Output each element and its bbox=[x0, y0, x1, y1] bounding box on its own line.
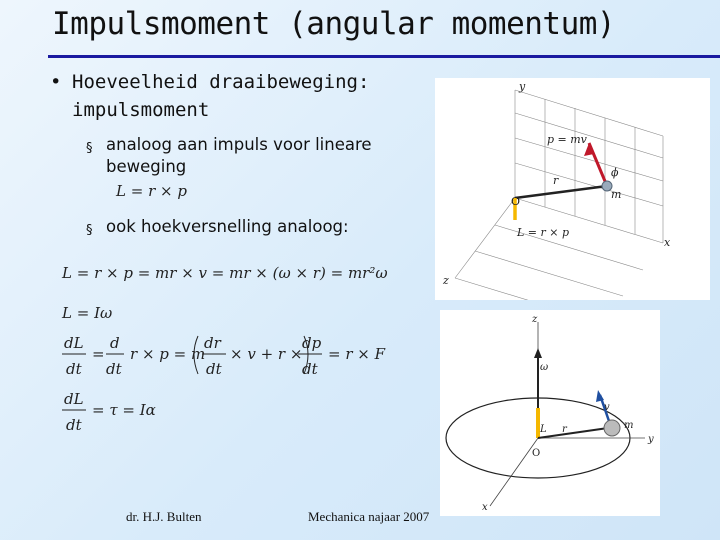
formula-tau-I-alpha: = τ = Iα bbox=[92, 401, 156, 419]
axes-grid bbox=[455, 90, 663, 300]
label-L: L bbox=[540, 424, 547, 435]
frac-dL-num: dL bbox=[64, 334, 84, 352]
sub-bullet-1-line-2: beweging bbox=[106, 157, 187, 176]
formula-r-cross-F: = r × F bbox=[328, 345, 386, 363]
omega-arrowhead bbox=[534, 348, 542, 358]
label-z: z bbox=[443, 274, 449, 287]
label-x: x bbox=[482, 502, 488, 513]
label-y: y bbox=[648, 434, 654, 445]
formula-r-cross-p-m: r × p = m bbox=[130, 345, 206, 363]
formula-dL-dt-derivation bbox=[58, 326, 398, 386]
frac-d-den: dt bbox=[106, 360, 122, 378]
label-p-mv: p = mv bbox=[547, 133, 587, 146]
particle-m bbox=[604, 420, 620, 436]
frac-dL-den: dt bbox=[66, 360, 82, 378]
footer-author: dr. H.J. Bulten bbox=[126, 509, 202, 524]
footer-course: Mechanica najaar 2007 bbox=[308, 509, 430, 524]
frac-dr-num: dr bbox=[204, 334, 221, 352]
label-omega: ω bbox=[540, 362, 549, 373]
bullet-line-1: Hoeveelheid draaibeweging: bbox=[72, 71, 370, 93]
formula-L-expansion: L = r × p = mr × v = mr × (ω × r) = mr²ω bbox=[62, 264, 388, 282]
label-r: r bbox=[553, 174, 559, 187]
formula-L-I-omega: L = Iω bbox=[62, 304, 113, 322]
sub-bullet-2 bbox=[86, 216, 396, 238]
frac-dL-den: dt bbox=[66, 416, 82, 434]
frac-dL-num: dL bbox=[64, 390, 84, 408]
page-title: Impulsmoment (angular momentum) bbox=[52, 6, 616, 42]
r-vector bbox=[515, 186, 607, 198]
formula-torque bbox=[58, 382, 218, 438]
bullet-marker: • bbox=[50, 71, 62, 93]
frac-dr-den: dt bbox=[206, 360, 222, 378]
v-arrowhead bbox=[596, 390, 604, 402]
label-origin: O bbox=[511, 195, 521, 208]
formula-cross-v-plus-r: × v + r × bbox=[230, 345, 303, 363]
sub-bullet-1 bbox=[86, 134, 396, 178]
label-x: x bbox=[664, 236, 671, 249]
label-m: m bbox=[624, 420, 634, 431]
figure-angular-momentum-3d bbox=[435, 78, 710, 300]
bullet-line-2: impulsmoment bbox=[72, 99, 210, 121]
label-y: y bbox=[519, 80, 526, 93]
label-L-r-cross-p: L = r × p bbox=[517, 226, 570, 239]
frac-d-num: d bbox=[110, 334, 120, 352]
frac-dp-den: dt bbox=[302, 360, 318, 378]
label-phi: ϕ bbox=[611, 166, 619, 179]
sub-bullet-2-text: ook hoekversnelling analoog: bbox=[106, 217, 349, 236]
formula-L-r-cross-p: L = r × p bbox=[116, 182, 187, 200]
x-axis bbox=[490, 438, 541, 506]
sub-bullet-marker: § bbox=[86, 223, 93, 238]
title-divider bbox=[48, 55, 720, 58]
frac-dp-num: dp bbox=[302, 334, 322, 352]
sub-bullet-1-line-1: analoog aan impuls voor lineare bbox=[106, 135, 372, 154]
label-z: z bbox=[532, 314, 538, 325]
svg-text:=: = bbox=[92, 345, 105, 363]
label-r: r bbox=[562, 424, 567, 435]
r-vector bbox=[538, 428, 608, 438]
label-m: m bbox=[611, 188, 622, 201]
label-v: v bbox=[604, 402, 610, 413]
main-bullet bbox=[50, 68, 412, 124]
label-origin: O bbox=[532, 448, 541, 459]
sub-bullet-marker: § bbox=[86, 141, 93, 156]
figure-circular-orbit bbox=[440, 310, 660, 516]
